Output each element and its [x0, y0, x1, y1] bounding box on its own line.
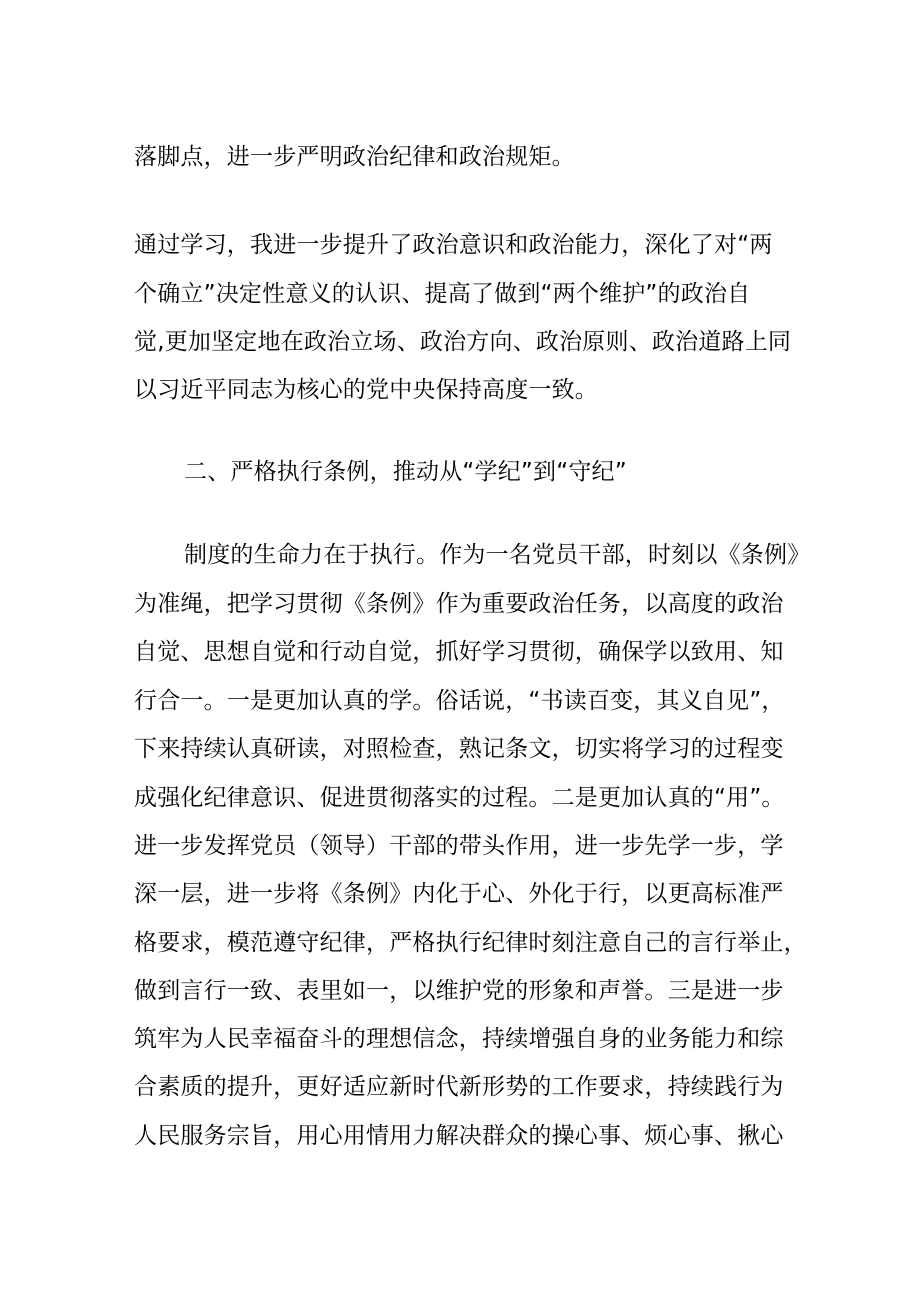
- paragraph-line: 为准绳，把学习贯彻《条例》作为重要政治任务，以高度的政治: [134, 591, 784, 617]
- paragraph-line: 以习近平同志为核心的党中央保持高度一致。: [134, 377, 598, 403]
- paragraph-line: 制度的生命力在于执行。作为一名党员干部，时刻以《条例》: [184, 542, 811, 568]
- paragraph-line: 格要求，模范遵守纪律，严格执行纪律时刻注意自己的言行举止，: [134, 930, 807, 956]
- paragraph-line: 做到言行一致、表里如一，以维护党的形象和声誉。三是进一步: [134, 978, 784, 1004]
- paragraph-line: 筑牢为人民幸福奋斗的理想信念，持续增强自身的业务能力和综: [134, 1026, 784, 1052]
- paragraph-line: 自觉、思想自觉和行动自觉，抓好学习贯彻，确保学以致用、知: [134, 639, 784, 665]
- paragraph-line: 个确立”决定性意义的认识、提高了做到“两个维护”的政治自: [134, 281, 751, 307]
- paragraph-line: 人民服务宗旨，用心用情用力解决群众的操心事、烦心事、揪心: [134, 1123, 784, 1149]
- section-heading: 二、严格执行条例，推动从“学纪”到“守纪”: [184, 459, 627, 485]
- paragraph-line: 落脚点，进一步严明政治纪律和政治规矩。: [134, 144, 575, 170]
- paragraph-line: 成强化纪律意识、促进贯彻落实的过程。二是更加认真的“用”。: [134, 785, 785, 811]
- paragraph-line: 下来持续认真研读，对照检查，熟记条文，切实将学习的过程变: [134, 736, 784, 762]
- paragraph-line: 行合一。一是更加认真的学。俗话说，“书读百变，其义自见”，: [134, 688, 785, 714]
- paragraph-line: 进一步发挥党员（领导）干部的带头作用，进一步先学一步，学: [134, 833, 784, 859]
- paragraph-line: 合素质的提升，更好适应新时代新形势的工作要求，持续践行为: [134, 1074, 784, 1100]
- paragraph-line: 觉,更加坚定地在政治立场、政治方向、政治原则、政治道路上同: [134, 329, 792, 355]
- paragraph-line: 深一层，进一步将《条例》内化于心、外化于行，以更高标准严: [134, 881, 784, 907]
- paragraph-line: 通过学习，我进一步提升了政治意识和政治能力，深化了对“两: [134, 232, 773, 258]
